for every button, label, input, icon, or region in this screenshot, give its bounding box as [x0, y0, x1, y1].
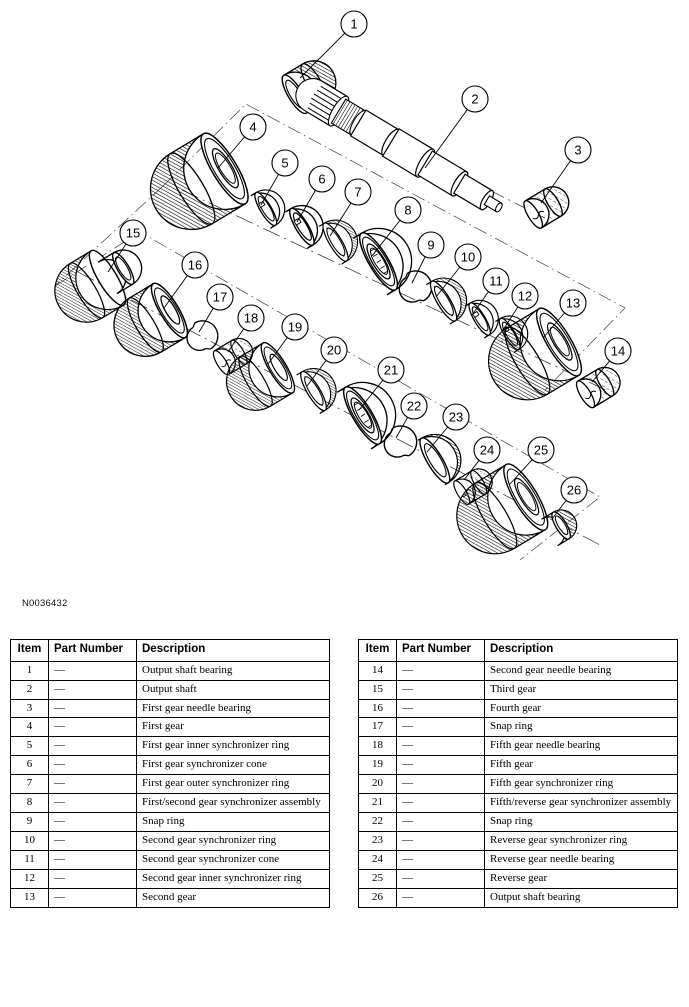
table-row: [11, 832, 330, 851]
callout-number: 11: [489, 273, 503, 289]
item-number: 17: [359, 718, 397, 737]
callout-number: 5: [281, 155, 289, 171]
table-header-row: [11, 640, 330, 662]
item-number: 11: [11, 851, 49, 870]
part-number: —: [397, 775, 485, 794]
table-row: [359, 851, 678, 870]
callout-number: 13: [565, 295, 581, 311]
table-row: [359, 775, 678, 794]
callout-number: 25: [533, 442, 549, 458]
part-number: —: [49, 699, 137, 718]
part-description: Second gear synchronizer ring: [137, 832, 330, 851]
part-description: Reverse gear needle bearing: [485, 851, 678, 870]
callout-number: 21: [383, 362, 399, 378]
item-number: 13: [11, 889, 49, 908]
callout-leader-line: [396, 417, 408, 438]
callout-leader-line: [199, 308, 213, 332]
part-number: —: [49, 680, 137, 699]
part-number: —: [49, 737, 137, 756]
callout-number: 17: [212, 289, 228, 305]
part-number: —: [49, 870, 137, 889]
callout-number: 3: [574, 142, 582, 158]
table-row: [11, 718, 330, 737]
part-number: —: [397, 718, 485, 737]
item-number: 19: [359, 756, 397, 775]
item-number: 26: [359, 889, 397, 908]
part-description: Output shaft: [137, 680, 330, 699]
part-number: —: [49, 756, 137, 775]
callout-leader-line: [412, 257, 425, 283]
table-row: [359, 680, 678, 699]
part-number: —: [49, 775, 137, 794]
part-description: Fourth gear: [485, 699, 678, 718]
table-row: [11, 699, 330, 718]
column-header-description: Description: [485, 640, 678, 662]
table-row: [11, 756, 330, 775]
part-description: Fifth/reverse gear synchronizer assembly: [485, 794, 678, 813]
part-description: Snap ring: [137, 813, 330, 832]
table-row: [359, 813, 678, 832]
column-header-description: Description: [137, 640, 330, 662]
part-22-snap-ring: [378, 420, 423, 464]
callout-number: 24: [479, 442, 495, 458]
part-number: —: [397, 851, 485, 870]
item-number: 5: [11, 737, 49, 756]
part-description: Second gear needle bearing: [485, 661, 678, 680]
part-number: —: [49, 661, 137, 680]
item-number: 15: [359, 680, 397, 699]
item-number: 1: [11, 661, 49, 680]
callout-number: 8: [404, 202, 412, 218]
item-number: 2: [11, 680, 49, 699]
table-row: [359, 889, 678, 908]
part-description: First gear needle bearing: [137, 699, 330, 718]
item-number: 6: [11, 756, 49, 775]
part-description: Fifth gear synchronizer ring: [485, 775, 678, 794]
item-number: 21: [359, 794, 397, 813]
part-description: Snap ring: [485, 813, 678, 832]
table-row: [11, 870, 330, 889]
table-row: [11, 813, 330, 832]
item-number: 23: [359, 832, 397, 851]
item-number: 10: [11, 832, 49, 851]
table-row: [11, 661, 330, 680]
callout-number: 9: [427, 237, 435, 253]
part-number: —: [397, 832, 485, 851]
callout-16: [164, 252, 208, 308]
part-number: —: [397, 661, 485, 680]
part-number: —: [397, 870, 485, 889]
part-number: —: [397, 794, 485, 813]
table-row: [11, 794, 330, 813]
item-number: 24: [359, 851, 397, 870]
parts-table-left: [10, 639, 330, 908]
table-row: [359, 832, 678, 851]
part-number: —: [49, 813, 137, 832]
callout-22: [396, 393, 427, 438]
callout-number: 7: [354, 184, 362, 200]
table-row: [11, 851, 330, 870]
item-number: 9: [11, 813, 49, 832]
part-description: Reverse gear: [485, 870, 678, 889]
part-number: —: [49, 889, 137, 908]
part-description: Fifth gear: [485, 756, 678, 775]
part-description: Snap ring: [485, 718, 678, 737]
callout-number: 2: [471, 91, 479, 107]
parts-table-right-body: [359, 661, 678, 908]
part-number: —: [397, 756, 485, 775]
part-number: —: [397, 813, 485, 832]
part-number: —: [49, 718, 137, 737]
callout-number: 23: [448, 409, 464, 425]
item-number: 16: [359, 699, 397, 718]
part-10-second-gear-synchronizer-ring: [426, 269, 475, 324]
part-description: Output shaft bearing: [137, 661, 330, 680]
part-description: Fifth gear needle bearing: [485, 737, 678, 756]
part-number: —: [397, 699, 485, 718]
part-number: —: [49, 794, 137, 813]
part-description: Second gear synchronizer cone: [137, 851, 330, 870]
callout-number: 14: [610, 343, 626, 359]
column-header-item: Item: [11, 640, 49, 662]
table-row: [359, 699, 678, 718]
part-number: —: [49, 832, 137, 851]
part-description: Output shaft bearing: [485, 889, 678, 908]
callout-9: [412, 232, 444, 283]
part-number: —: [397, 680, 485, 699]
part-description: First/second gear synchronizer assembly: [137, 794, 330, 813]
item-number: 22: [359, 813, 397, 832]
part-description: Second gear inner synchronizer ring: [137, 870, 330, 889]
table-row: [359, 756, 678, 775]
table-header-row: [359, 640, 678, 662]
callout-number: 16: [187, 257, 203, 273]
callout-17: [199, 284, 233, 332]
item-number: 20: [359, 775, 397, 794]
part-5-first-gear-inner-synchronizer-ring: [251, 183, 292, 228]
figure-id-label: N0036432: [22, 598, 68, 609]
item-number: 12: [11, 870, 49, 889]
part-11-second-gear-synchronizer-cone: [465, 293, 505, 338]
item-number: 8: [11, 794, 49, 813]
callout-25: [510, 437, 554, 484]
item-number: 7: [11, 775, 49, 794]
table-row: [11, 775, 330, 794]
part-13-second-gear: [474, 303, 589, 414]
callout-number: 6: [318, 171, 326, 187]
column-header-part-number: Part Number: [397, 640, 485, 662]
table-row: [359, 718, 678, 737]
table-row: [11, 889, 330, 908]
callout-23: [427, 404, 469, 452]
part-description: Third gear: [485, 680, 678, 699]
parts-table-right: [358, 639, 678, 908]
part-description: Second gear: [137, 889, 330, 908]
part-number: —: [49, 851, 137, 870]
item-number: 18: [359, 737, 397, 756]
part-3-first-gear-needle-bearing: [521, 181, 575, 231]
callout-number: 10: [460, 249, 476, 265]
callout-number: 26: [566, 482, 582, 498]
callout-number: 20: [326, 342, 342, 358]
callout-number: 15: [125, 225, 141, 241]
part-description: First gear synchronizer cone: [137, 756, 330, 775]
part-description: First gear inner synchronizer ring: [137, 737, 330, 756]
callout-number: 19: [287, 319, 303, 335]
center-lines: [78, 95, 610, 545]
callout-19: [268, 314, 308, 364]
callout-number: 22: [406, 398, 422, 414]
part-description: First gear: [137, 718, 330, 737]
part-25-reverse-gear: [443, 459, 555, 568]
callout-number: 4: [249, 119, 257, 135]
table-row: [11, 737, 330, 756]
item-number: 25: [359, 870, 397, 889]
part-number: —: [397, 737, 485, 756]
callout-number: 1: [350, 16, 358, 32]
callout-2: [425, 86, 488, 168]
table-row: [359, 737, 678, 756]
table-row: [359, 870, 678, 889]
part-8-first-second-gear-synchronizer-assembly: [353, 216, 424, 295]
column-header-item: Item: [359, 640, 397, 662]
column-header-part-number: Part Number: [49, 640, 137, 662]
callout-4: [218, 114, 266, 168]
callout-number: 12: [517, 288, 533, 304]
part-number: —: [397, 889, 485, 908]
callout-1: [300, 11, 367, 78]
part-description: Reverse gear synchronizer ring: [485, 832, 678, 851]
table-row: [11, 680, 330, 699]
parts-table-left-body: [11, 661, 330, 908]
part-7-first-gear-outer-synchronizer-ring: [319, 212, 366, 264]
part-description: First gear outer synchronizer ring: [137, 775, 330, 794]
item-number: 3: [11, 699, 49, 718]
callout-number: 18: [243, 310, 259, 326]
table-row: [359, 794, 678, 813]
item-number: 14: [359, 661, 397, 680]
table-row: [359, 661, 678, 680]
item-number: 4: [11, 718, 49, 737]
